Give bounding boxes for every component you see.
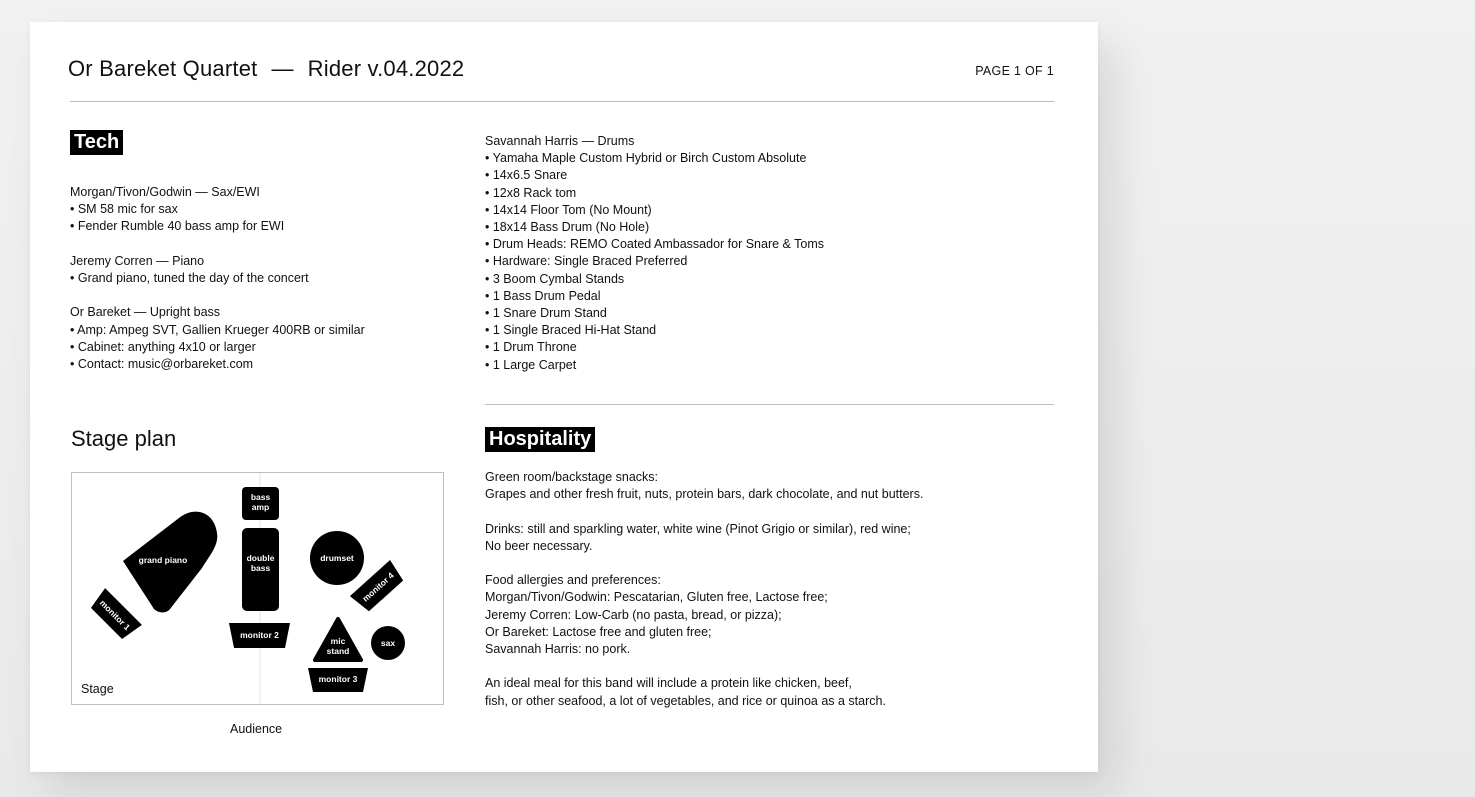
musician-role: — Piano bbox=[152, 253, 205, 268]
musician-name: Morgan/Tivon/Godwin bbox=[70, 185, 192, 199]
list-item: • Amp: Ampeg SVT, Gallien Krueger 400RB or similar bbox=[70, 322, 365, 337]
food-item: Savannah Harris: no pork. bbox=[485, 642, 631, 656]
mic-stand-label-line2: stand bbox=[326, 646, 350, 656]
tech-left-column bbox=[70, 184, 365, 390]
tech-heading bbox=[70, 130, 123, 155]
tech-drums-column bbox=[485, 133, 824, 374]
sax-label: sax bbox=[380, 638, 396, 648]
double-bass-label-line1: double bbox=[246, 553, 275, 563]
musician-name: Savannah Harris bbox=[485, 134, 579, 148]
musician-line bbox=[485, 133, 824, 150]
list-item: • Fender Rumble 40 bass amp for EWI bbox=[70, 219, 285, 234]
monitor-2-shape bbox=[229, 623, 290, 648]
food-title: Food allergies and preferences: bbox=[485, 573, 661, 588]
meal-text-1: An ideal meal for this band will include a protein like chicken, beef, bbox=[485, 676, 852, 691]
food-item: Morgan/Tivon/Godwin: Pescatarian, Gluten free, Lactose free; bbox=[485, 590, 828, 605]
list-item: • 1 Bass Drum Pedal bbox=[485, 288, 601, 303]
grand-piano-label: grand piano bbox=[138, 555, 188, 565]
list-item: • 3 Boom Cymbal Stands bbox=[485, 271, 625, 286]
stage-plan-svg bbox=[72, 473, 445, 706]
monitor-2-label: monitor 2 bbox=[240, 630, 279, 640]
list-item: • Hardware: Single Braced Preferred bbox=[485, 254, 688, 269]
grand-piano-shape bbox=[123, 512, 217, 613]
page-number: PAGE 1 OF 1 bbox=[975, 64, 1054, 78]
musician-role: — Upright bass bbox=[130, 305, 221, 320]
tech-heading-label: Tech bbox=[70, 130, 123, 155]
stage-plan-diagram bbox=[71, 472, 444, 705]
food-item: Or Bareket: Lactose free and gluten free; bbox=[485, 624, 712, 639]
title-dash: — bbox=[271, 56, 294, 81]
food-item: Jeremy Corren: Low-Carb (no pasta, bread, or pizza); bbox=[485, 607, 782, 622]
header-divider bbox=[70, 101, 1054, 102]
musician-line bbox=[70, 304, 365, 321]
section-divider bbox=[485, 404, 1054, 405]
meal-block bbox=[485, 675, 923, 709]
list-item: • 18x14 Bass Drum (No Hole) bbox=[485, 220, 650, 235]
drinks-text-2: No beer necessary. bbox=[485, 538, 593, 553]
monitor-1-label: monitor 1 bbox=[97, 597, 133, 633]
musician-role: — Sax/EWI bbox=[191, 185, 260, 199]
hospitality-section bbox=[485, 469, 923, 710]
list-item: • 14x14 Floor Tom (No Mount) bbox=[485, 202, 652, 217]
musician-line bbox=[70, 184, 365, 201]
monitor-4-label: monitor 4 bbox=[360, 570, 396, 604]
document-title bbox=[68, 56, 464, 82]
tech-block-bass bbox=[70, 304, 365, 373]
hospitality-heading bbox=[485, 427, 595, 452]
stage-label: Stage bbox=[81, 682, 114, 696]
drinks-line bbox=[485, 521, 923, 538]
list-item: • 14x6.5 Snare bbox=[485, 168, 568, 183]
musician-role: — Drums bbox=[578, 134, 635, 148]
list-item: • 1 Snare Drum Stand bbox=[485, 306, 607, 321]
drinks-text: still and sparkling water, white wine (Pinot Grigio or similar), red wine; bbox=[523, 521, 911, 536]
bass-amp-label-line2: amp bbox=[251, 502, 270, 512]
list-item: • 1 Single Braced Hi-Hat Stand bbox=[485, 323, 657, 338]
list-item: • 1 Drum Throne bbox=[485, 340, 577, 355]
monitor-3-shape bbox=[308, 668, 368, 692]
audience-label: Audience bbox=[230, 722, 283, 736]
drumset-shape bbox=[310, 531, 364, 585]
drinks-label: Drinks: bbox=[485, 521, 524, 536]
rider-version: Rider v.04.2022 bbox=[307, 56, 465, 81]
musician-name: Or Bareket bbox=[70, 305, 131, 320]
list-item: • Contact: music@orbareket.com bbox=[70, 357, 254, 371]
list-item: • Yamaha Maple Custom Hybrid or Birch Custom Absolute bbox=[485, 151, 807, 166]
mic-stand-label-line1: mic bbox=[330, 636, 346, 646]
musician-line bbox=[70, 253, 365, 270]
bass-amp-shape bbox=[242, 487, 279, 520]
list-item: • 1 Large Carpet bbox=[485, 357, 577, 372]
food-block bbox=[485, 572, 923, 658]
list-item: • Grand piano, tuned the day of the concert bbox=[70, 271, 309, 285]
tech-block-piano bbox=[70, 253, 365, 287]
bass-amp-label-line1: bass bbox=[250, 492, 271, 502]
monitor-3-label: monitor 3 bbox=[318, 674, 358, 684]
snacks-title: Green room/backstage snacks: bbox=[485, 470, 658, 484]
band-name: Or Bareket Quartet bbox=[68, 56, 258, 81]
list-item: • SM 58 mic for sax bbox=[70, 202, 178, 217]
snacks-block bbox=[485, 469, 923, 503]
double-bass-label-line2: bass bbox=[250, 563, 271, 573]
double-bass-shape bbox=[242, 528, 279, 611]
stage-plan-heading: Stage plan bbox=[71, 426, 177, 451]
drumset-label: drumset bbox=[320, 553, 354, 563]
tech-block-sax bbox=[70, 184, 365, 236]
rider-page bbox=[30, 22, 1098, 772]
monitor-1-shape bbox=[88, 588, 142, 642]
list-item: • Drum Heads: REMO Coated Ambassador for Snare & Toms bbox=[485, 237, 825, 252]
list-item: • Cabinet: anything 4x10 or larger bbox=[70, 339, 256, 354]
meal-text-2: fish, or other seafood, a lot of vegetables, and rice or quinoa as a starch. bbox=[485, 693, 886, 708]
hospitality-heading-label: Hospitality bbox=[485, 427, 595, 452]
snacks-text: Grapes and other fresh fruit, nuts, protein bars, dark chocolate, and nut butters. bbox=[485, 487, 924, 502]
list-item: • 12x8 Rack tom bbox=[485, 185, 577, 200]
drinks-block bbox=[485, 521, 923, 555]
mic-stand-shape bbox=[315, 619, 361, 660]
sax-shape bbox=[371, 626, 405, 660]
musician-name: Jeremy Corren bbox=[70, 253, 153, 268]
